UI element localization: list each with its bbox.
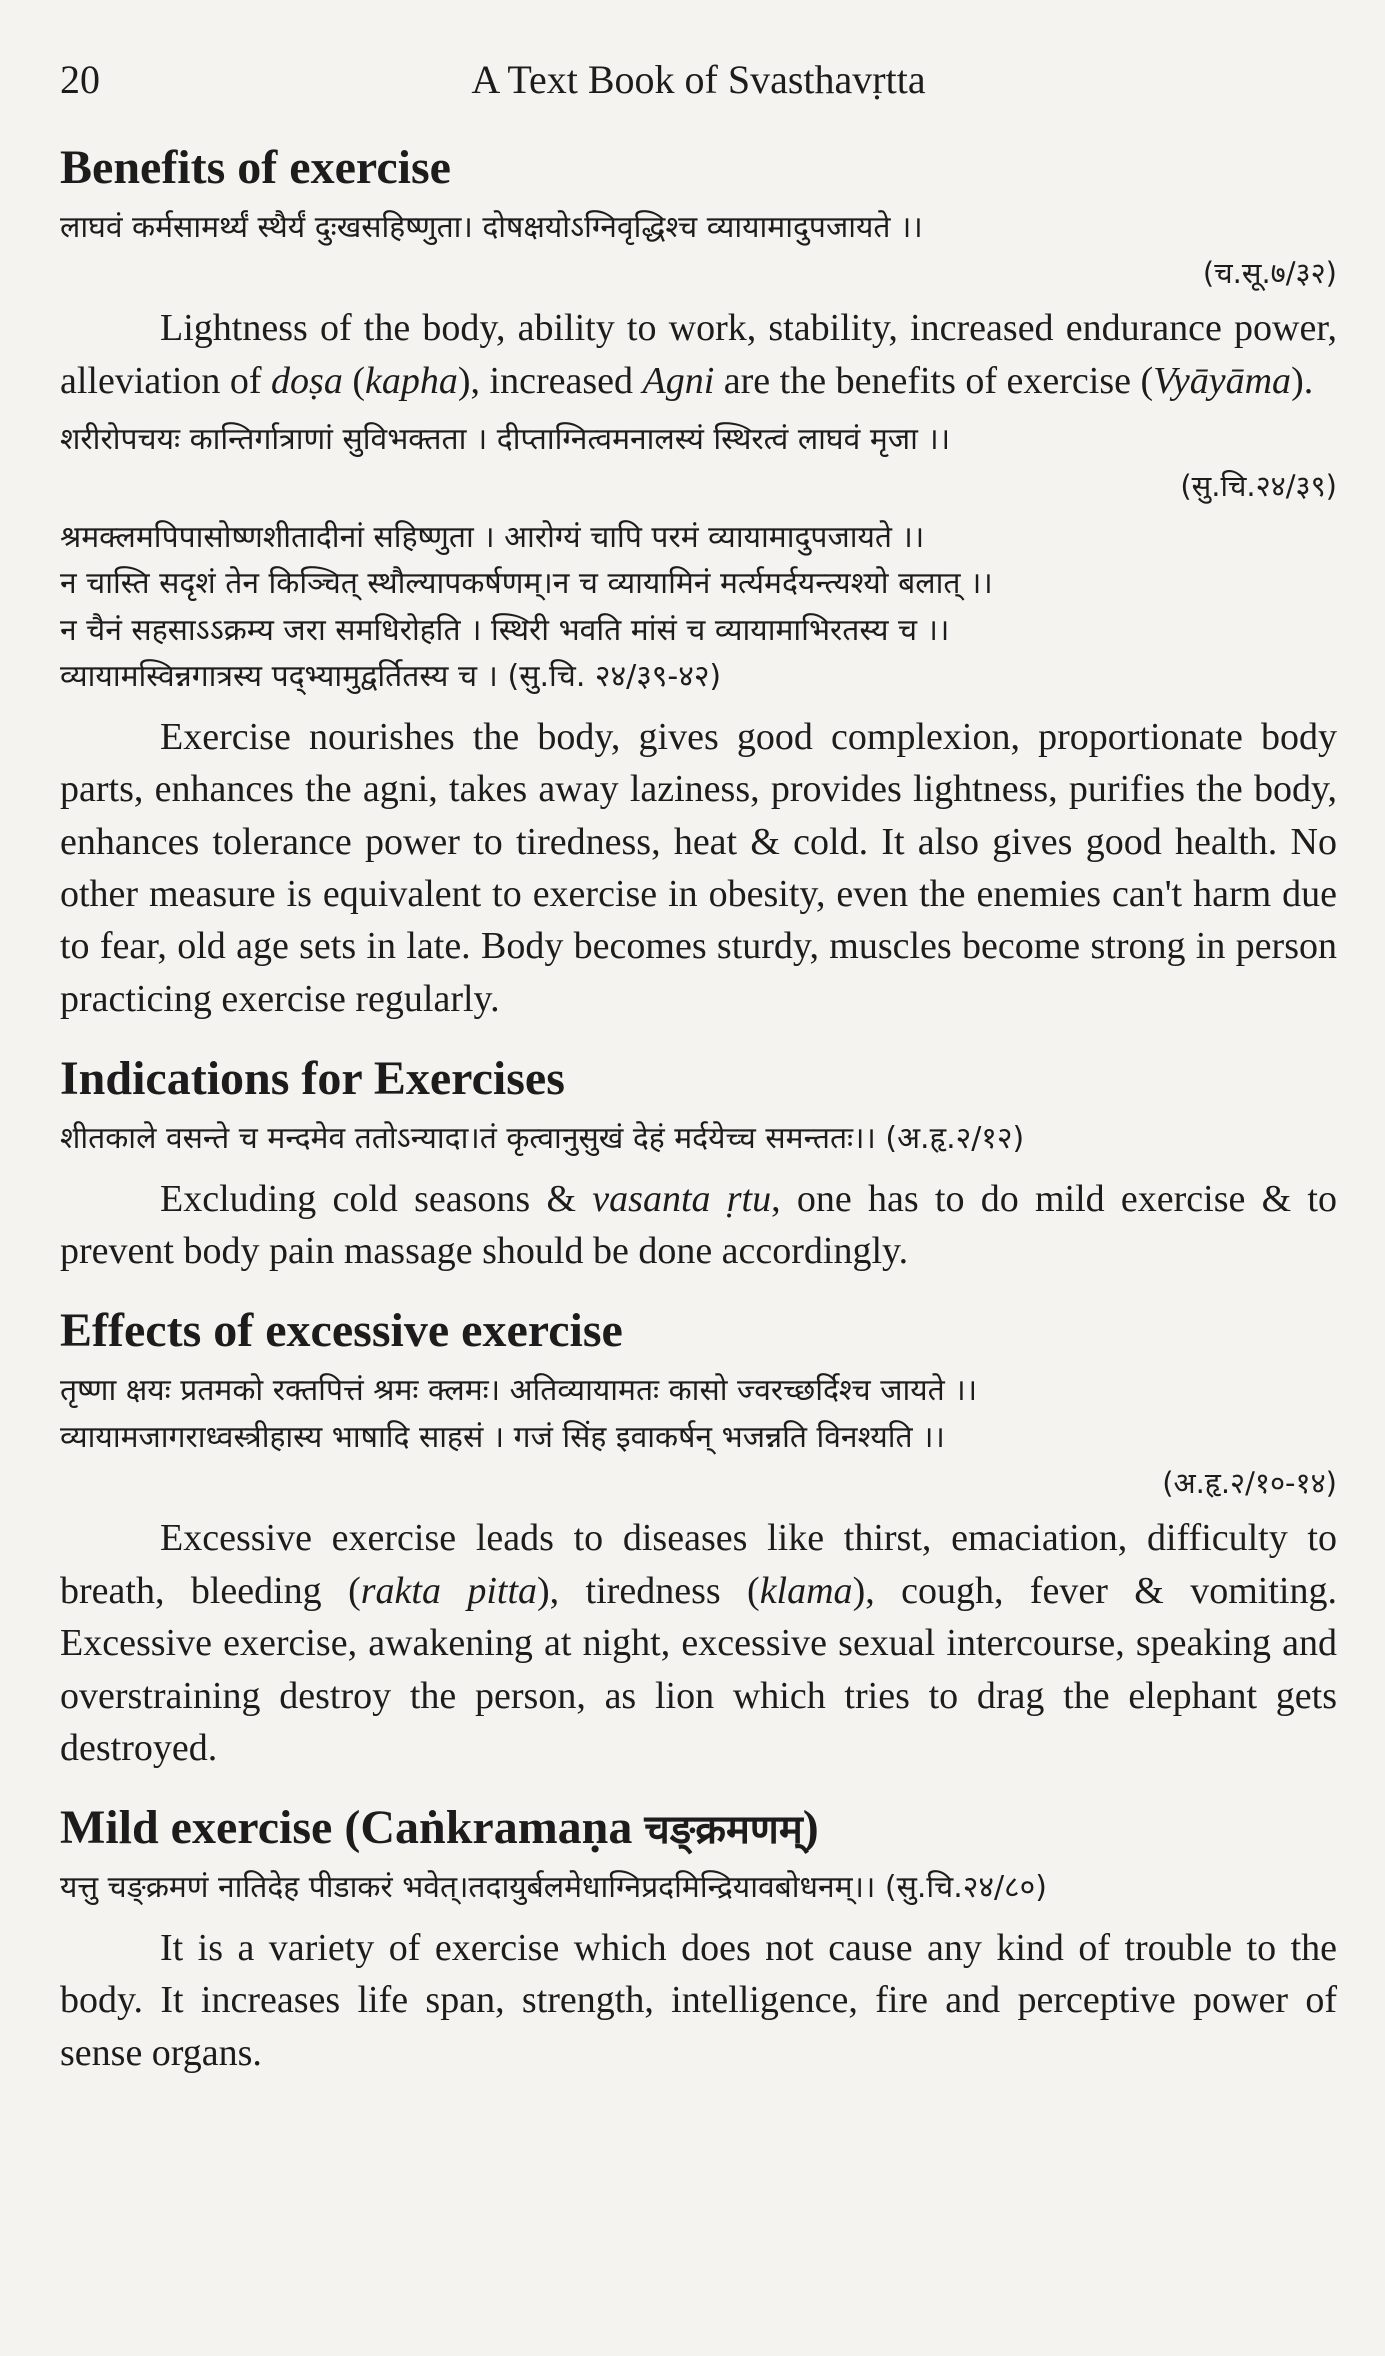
verse-reference: (सु.चि.२४/३९) — [1180, 468, 1337, 503]
verse-reference: (अ.हृ.२/१०-१४) — [1162, 1466, 1337, 1501]
section-title-excessive: Effects of excessive exercise — [60, 1304, 623, 1358]
verse-line: श्रमक्लमपिपासोष्णशीतादीनां सहिष्णुता । आरोग्यं चापि परमं व्यायामादुपजायते ।। — [60, 519, 925, 555]
verse-line: न चास्ति सदृशं तेन किञ्चित् स्थौल्यापकर्षणम्।न च व्यायामिनं मर्त्यमर्दयन्त्यश्यो बलात् ।। — [60, 566, 993, 602]
verse-reference: (अ.हृ.२/१२) — [885, 1121, 1025, 1157]
sanskrit-verse: लाघवं कर्मसामर्थ्यं स्थैर्यं दुःखसहिष्णुता। दोषक्षयोऽग्निवृद्धिश्च व्यायामादुपजायते ।। — [60, 209, 923, 245]
sanskrit-verse — [60, 515, 1337, 701]
translation-paragraph: Excluding cold seasons & vasanta ṛtu, one has to do mild exercise & to prevent body pain massage should be done accordingly. — [60, 1177, 1337, 1273]
section-title-benefits: Benefits of exercise — [60, 141, 451, 194]
running-title: A Text Book of Svasthavṛtta — [471, 57, 926, 102]
verse-line: तृष्णा क्षयः प्रतमको रक्तपित्तं श्रमः क्लमः। अतिव्यायामतः कासो ज्वरच्छर्दिश्च जायते ।। — [60, 1373, 978, 1409]
sanskrit-verse — [60, 1368, 1337, 1461]
sanskrit-verse: यत्तु चङ्क्रमणं नातिदेह पीडाकरं भवेत्।तदायुर्बलमेधाग्निप्रदमिन्द्रियावबोधनम्।। (सु.चि.२४/८०) — [60, 1870, 1047, 1906]
section-mild — [60, 1802, 1337, 2079]
verse-reference: (च.सू.७/३२) — [1202, 256, 1337, 291]
sanskrit-verse: शरीरोपचयः कान्तिर्गात्राणां सुविभक्तता । दीप्ताग्नित्वमनालस्यं स्थिरत्वं लाघवं मृजा ।। — [60, 422, 951, 458]
translation-paragraph: Excessive exercise leads to diseases like thirst, emaciation, difficulty to breath, bleeding (rakta pitta), tiredness (klama), cough, fever & vomiting. Excessive exercise, awakening at night, excessive sexual intercourse, speaking and overstraining destroy the person, as lion which tries to drag the elephant gets destroyed. — [60, 1517, 1337, 1770]
page-number: 20 — [60, 57, 100, 102]
section-title-indications: Indications for Exercises — [60, 1052, 565, 1106]
verse-line: व्यायामजागराध्वस्त्रीहास्य भाषादि साहसं । गजं सिंह इवाकर्षन् भजन्नति विनश्यति ।। — [60, 1419, 945, 1455]
section-excessive — [60, 1305, 1337, 1774]
verse-line: न चैनं सहसाऽऽक्रम्य जरा समधिरोहति । स्थिरी भवति मांसं च व्यायामाभिरतस्य च ।। — [60, 612, 950, 648]
section-indications — [60, 1053, 1337, 1277]
translation-paragraph: It is a variety of exercise which does not cause any kind of trouble to the body. It increases life span, strength, intelligence, fire and perceptive power of sense organs. — [60, 1926, 1337, 2074]
verse-line: व्यायामस्विन्नगात्रस्य पद्भ्यामुद्वर्तितस्य च । (सु.चि. २४/३९-४२) — [60, 659, 722, 695]
section-benefits — [60, 142, 1337, 1025]
sanskrit-verse: शीतकाले वसन्ते च मन्दमेव ततोऽन्यादा।तं कृत्वानुसुखं देहं मर्दयेच्च समन्ततः।। (अ.हृ.२/१२) — [60, 1121, 1025, 1157]
section-title-mild: Mild exercise (Caṅkramaṇa चङ्क्रमणम्) — [60, 1801, 819, 1855]
verse-reference: (सु.चि.२४/८०) — [884, 1870, 1047, 1906]
translation-paragraph: Exercise nourishes the body, gives good complexion, proportionate body parts, enhances the agni, takes away laziness, provides lightness, purifies the body, enhances tolerance power to tiredness, heat & cold. It also gives good health. No other measure is equivalent to exercise in obesity, even the enemies can't harm due to fear, old age sets in late. Body becomes sturdy, muscles become strong in person practicing exercise regularly. — [60, 715, 1337, 1020]
page-header — [60, 44, 1337, 104]
translation-paragraph: Lightness of the body, ability to work, stability, increased endurance power, alleviation of doṣa (kapha), increased Agni are the benefits of exercise (Vyāyāma). — [60, 307, 1337, 402]
verse-reference: (सु.चि. २४/३९-४२) — [507, 659, 722, 695]
